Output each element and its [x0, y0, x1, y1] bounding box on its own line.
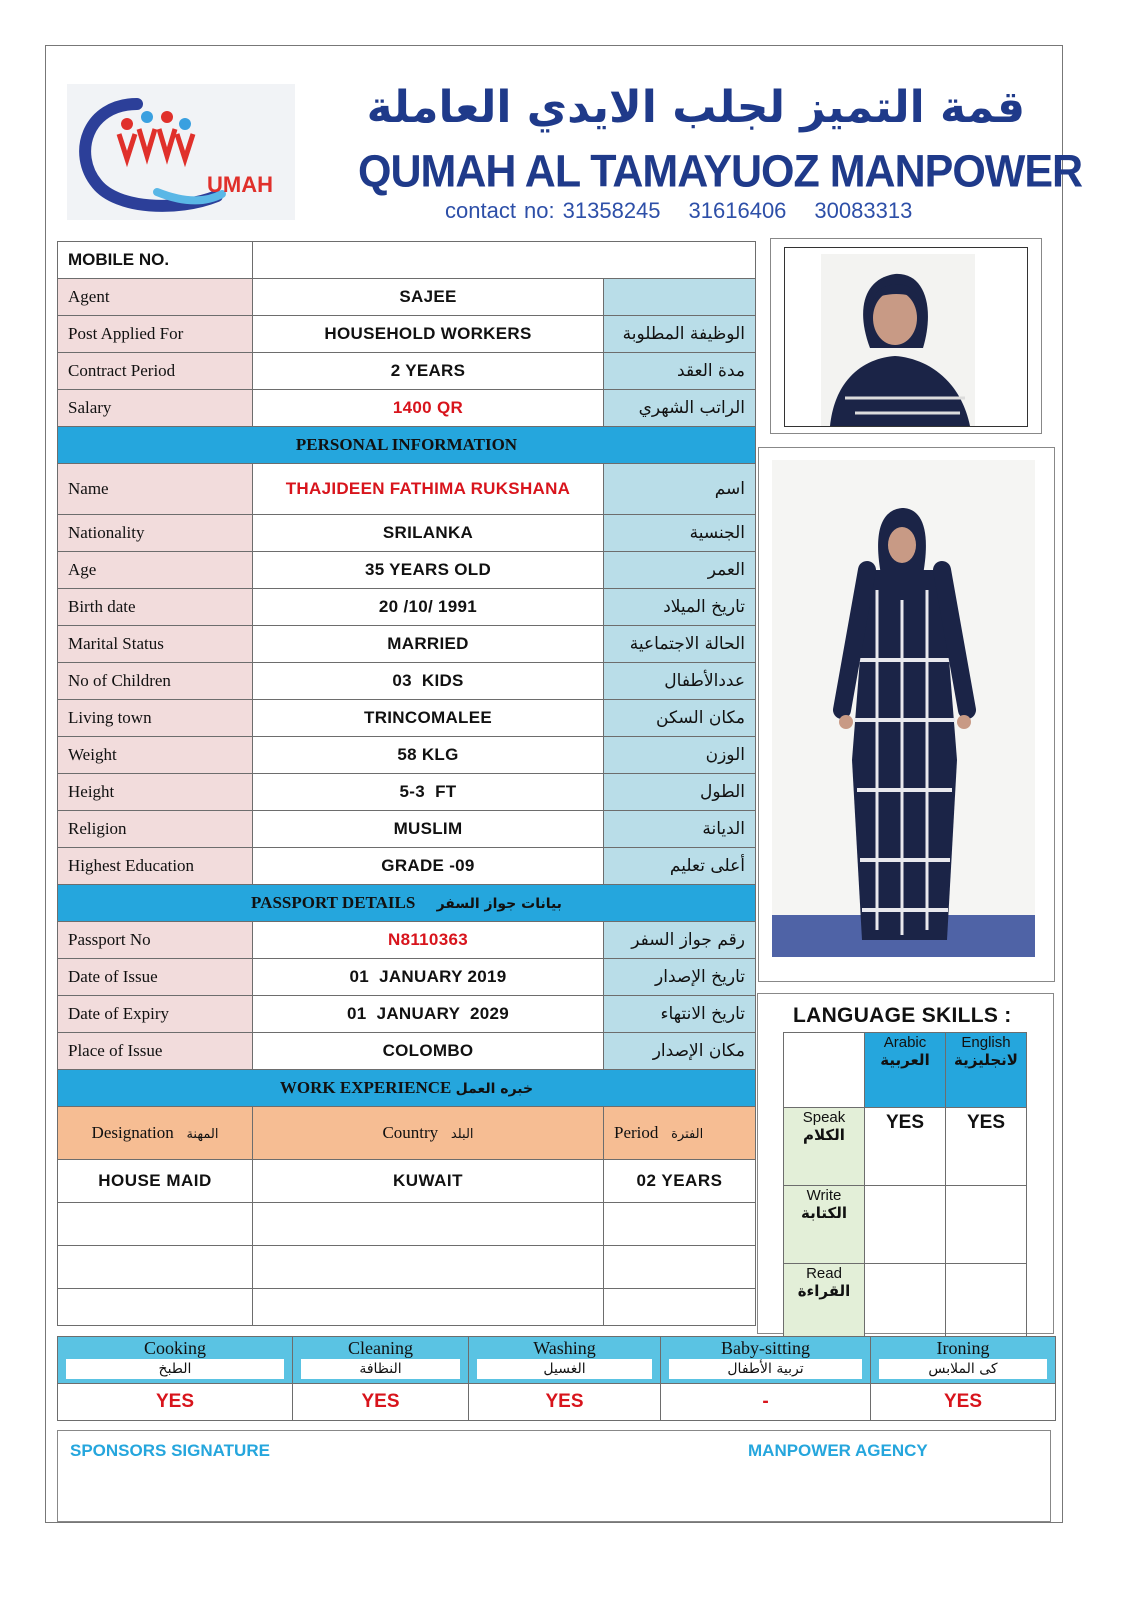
- info-value: GRADE -09: [253, 848, 604, 885]
- skill-label: Cooking: [143, 1338, 206, 1358]
- info-label: Age: [58, 552, 253, 589]
- speak-arabic-value: YES: [865, 1108, 946, 1186]
- work-title-ar: خبره العمل: [455, 1081, 534, 1097]
- speak-label: Speak: [802, 1109, 846, 1126]
- skills-table: [57, 1336, 1056, 1421]
- language-table: [783, 1032, 1027, 1342]
- info-value: TRINCOMALEE: [253, 700, 604, 737]
- agent-label: Agent: [58, 279, 253, 316]
- passport-label: Date of Issue: [58, 959, 253, 996]
- write-row-label: [784, 1186, 865, 1264]
- info-arabic: العمر: [604, 552, 756, 589]
- info-row: [58, 663, 756, 700]
- company-name-english: QUMAH AL TAMAYUOZ MANPOWER: [358, 146, 1083, 198]
- mobile-label: MOBILE NO.: [58, 242, 253, 279]
- work-country: KUWAIT: [253, 1160, 604, 1203]
- passport-row: [58, 959, 756, 996]
- skill-label-ar: النظافة: [301, 1359, 460, 1379]
- skill-header: [661, 1337, 871, 1384]
- contact-label: contact no:: [445, 198, 555, 223]
- skill-value: -: [661, 1384, 871, 1421]
- info-value: 03 KIDS: [253, 663, 604, 700]
- write-label-ar: الكتابة: [801, 1204, 847, 1222]
- skill-header: [871, 1337, 1056, 1384]
- passport-value: 01 JANUARY 2029: [253, 996, 604, 1033]
- info-row: [58, 626, 756, 663]
- passport-section-title: [58, 885, 756, 922]
- info-label: Living town: [58, 700, 253, 737]
- skill-label: Baby-sitting: [721, 1338, 810, 1358]
- passport-title-en: PASSPORT DETAILS: [251, 893, 416, 912]
- designation-header: [58, 1107, 253, 1160]
- contact-line: [445, 198, 940, 224]
- passport-row: [58, 922, 756, 959]
- info-row: [58, 464, 756, 515]
- period-label: Period: [614, 1123, 659, 1142]
- skill-value: YES: [871, 1384, 1056, 1421]
- skill-label-ar: كى الملابس: [879, 1359, 1047, 1379]
- info-arabic: الديانة: [604, 811, 756, 848]
- read-label: Read: [806, 1265, 842, 1282]
- info-arabic: أعلى تعليم: [604, 848, 756, 885]
- contract-row: [58, 353, 756, 390]
- info-row: [58, 774, 756, 811]
- contract-label: Contract Period: [58, 353, 253, 390]
- english-label: English: [961, 1034, 1011, 1051]
- info-arabic: عددالأطفال: [604, 663, 756, 700]
- read-row-label: [784, 1264, 865, 1342]
- country-label: Country: [382, 1123, 439, 1142]
- write-arabic-value: [865, 1186, 946, 1264]
- passport-arabic: تاريخ الإصدار: [604, 959, 756, 996]
- country-header: [253, 1107, 604, 1160]
- read-english-value: [946, 1264, 1027, 1342]
- passport-arabic: رقم جواز السفر: [604, 922, 756, 959]
- speak-label-ar: الكلام: [803, 1126, 845, 1144]
- contract-arabic: مدة العقد: [604, 353, 756, 390]
- post-label: Post Applied For: [58, 316, 253, 353]
- work-entry-row: [58, 1160, 756, 1203]
- post-value: HOUSEHOLD WORKERS: [253, 316, 604, 353]
- personal-section-title: PERSONAL INFORMATION: [58, 427, 756, 464]
- language-skills-box: [757, 993, 1054, 1334]
- main-info-table: [57, 241, 756, 1326]
- designation-label: Designation: [91, 1123, 174, 1142]
- info-arabic: الطول: [604, 774, 756, 811]
- info-arabic: اسم: [604, 464, 756, 515]
- agent-row: [58, 279, 756, 316]
- country-arabic: البلد: [450, 1127, 474, 1142]
- info-value: SRILANKA: [253, 515, 604, 552]
- info-value: MUSLIM: [253, 811, 604, 848]
- skill-value: YES: [58, 1384, 293, 1421]
- period-arabic: الفترة: [671, 1127, 704, 1142]
- skill-label: Cleaning: [348, 1338, 413, 1358]
- work-header-row: [58, 1107, 756, 1160]
- skill-label: Washing: [533, 1338, 596, 1358]
- info-label: Birth date: [58, 589, 253, 626]
- passport-label: Date of Expiry: [58, 996, 253, 1033]
- company-name-arabic: قمة التميز لجلب الايدي العاملة: [366, 82, 1025, 133]
- phone-3: 30083313: [814, 198, 913, 223]
- passport-value: 01 JANUARY 2019: [253, 959, 604, 996]
- skill-header: [293, 1337, 469, 1384]
- work-empty-row: [58, 1246, 756, 1289]
- full-body-photo: [772, 460, 1035, 957]
- post-row: [58, 316, 756, 353]
- passport-arabic: مكان الإصدار: [604, 1033, 756, 1070]
- info-label: Religion: [58, 811, 253, 848]
- sponsor-signature-label: SPONSORS SIGNATURE: [70, 1441, 270, 1460]
- write-english-value: [946, 1186, 1027, 1264]
- skill-header: [469, 1337, 661, 1384]
- arabic-label: Arabic: [883, 1034, 927, 1051]
- skill-label-ar: الطبخ: [66, 1359, 284, 1379]
- salary-value: 1400 QR: [253, 390, 604, 427]
- info-row: [58, 700, 756, 737]
- info-label: Nationality: [58, 515, 253, 552]
- info-row: [58, 589, 756, 626]
- info-label: Name: [58, 464, 253, 515]
- read-arabic-value: [865, 1264, 946, 1342]
- skill-value: YES: [469, 1384, 661, 1421]
- company-logo: [67, 84, 295, 220]
- manpower-agency-label: MANPOWER AGENCY: [748, 1441, 928, 1460]
- mobile-value: [253, 242, 756, 279]
- agent-value: SAJEE: [253, 279, 604, 316]
- info-value: 35 YEARS OLD: [253, 552, 604, 589]
- info-label: No of Children: [58, 663, 253, 700]
- info-arabic: تاريخ الميلاد: [604, 589, 756, 626]
- info-row: [58, 848, 756, 885]
- language-corner: [784, 1033, 865, 1108]
- skill-label-ar: تربية الأطفال: [669, 1359, 862, 1379]
- work-empty-row: [58, 1203, 756, 1246]
- info-value: MARRIED: [253, 626, 604, 663]
- post-arabic: الوظيفة المطلوبة: [604, 316, 756, 353]
- info-value: THAJIDEEN FATHIMA RUKSHANA: [253, 464, 604, 515]
- arabic-column-header: [865, 1033, 946, 1108]
- info-row: [58, 811, 756, 848]
- full-body-photo-frame: [758, 447, 1055, 982]
- skill-label-ar: الغسيل: [477, 1359, 652, 1379]
- passport-value: N8110363: [253, 922, 604, 959]
- period-header: [604, 1107, 756, 1160]
- english-column-header: [946, 1033, 1027, 1108]
- write-label: Write: [806, 1187, 842, 1204]
- salary-label: Salary: [58, 390, 253, 427]
- info-row: [58, 515, 756, 552]
- skill-label: Ironing: [936, 1338, 990, 1358]
- work-designation: HOUSE MAID: [58, 1160, 253, 1203]
- arabic-label-ar: العربية: [880, 1051, 930, 1069]
- passport-label: Passport No: [58, 922, 253, 959]
- passport-title-ar: بيانات جواز السفر: [436, 896, 562, 912]
- logo-text: UMAH: [207, 172, 273, 197]
- info-value: 5-3 FT: [253, 774, 604, 811]
- info-label: Highest Education: [58, 848, 253, 885]
- contract-value: 2 YEARS: [253, 353, 604, 390]
- salary-row: [58, 390, 756, 427]
- passport-arabic: تاريخ الانتهاء: [604, 996, 756, 1033]
- skill-value: YES: [293, 1384, 469, 1421]
- info-label: Weight: [58, 737, 253, 774]
- phone-1: 31358245: [562, 198, 661, 223]
- passport-row: [58, 996, 756, 1033]
- passport-value: COLOMBO: [253, 1033, 604, 1070]
- info-value: 58 KLG: [253, 737, 604, 774]
- info-arabic: الجنسية: [604, 515, 756, 552]
- info-arabic: الوزن: [604, 737, 756, 774]
- designation-arabic: المهنة: [186, 1127, 219, 1142]
- english-label-ar: لانجليزية: [954, 1051, 1018, 1069]
- info-row: [58, 552, 756, 589]
- portrait-photo-frame: [770, 238, 1042, 434]
- passport-label: Place of Issue: [58, 1033, 253, 1070]
- info-label: Height: [58, 774, 253, 811]
- signature-box: [57, 1430, 1051, 1522]
- work-period: 02 YEARS: [604, 1160, 756, 1203]
- mobile-row: [58, 242, 756, 279]
- skill-header: [58, 1337, 293, 1384]
- speak-row-label: [784, 1108, 865, 1186]
- portrait-photo: [784, 247, 1028, 427]
- work-empty-row: [58, 1289, 756, 1326]
- salary-arabic: الراتب الشهري: [604, 390, 756, 427]
- agent-arabic: [604, 279, 756, 316]
- read-label-ar: القراءة: [797, 1282, 851, 1300]
- phone-2: 31616406: [688, 198, 787, 223]
- speak-english-value: YES: [946, 1108, 1027, 1186]
- info-row: [58, 737, 756, 774]
- info-label: Marital Status: [58, 626, 253, 663]
- work-section-title: [58, 1070, 756, 1107]
- work-title-en: WORK EXPERIENCE: [279, 1078, 452, 1097]
- info-arabic: الحالة الاجتماعية: [604, 626, 756, 663]
- language-skills-title: LANGUAGE SKILLS :: [793, 1004, 1012, 1027]
- passport-row: [58, 1033, 756, 1070]
- info-arabic: مكان السكن: [604, 700, 756, 737]
- info-value: 20 /10/ 1991: [253, 589, 604, 626]
